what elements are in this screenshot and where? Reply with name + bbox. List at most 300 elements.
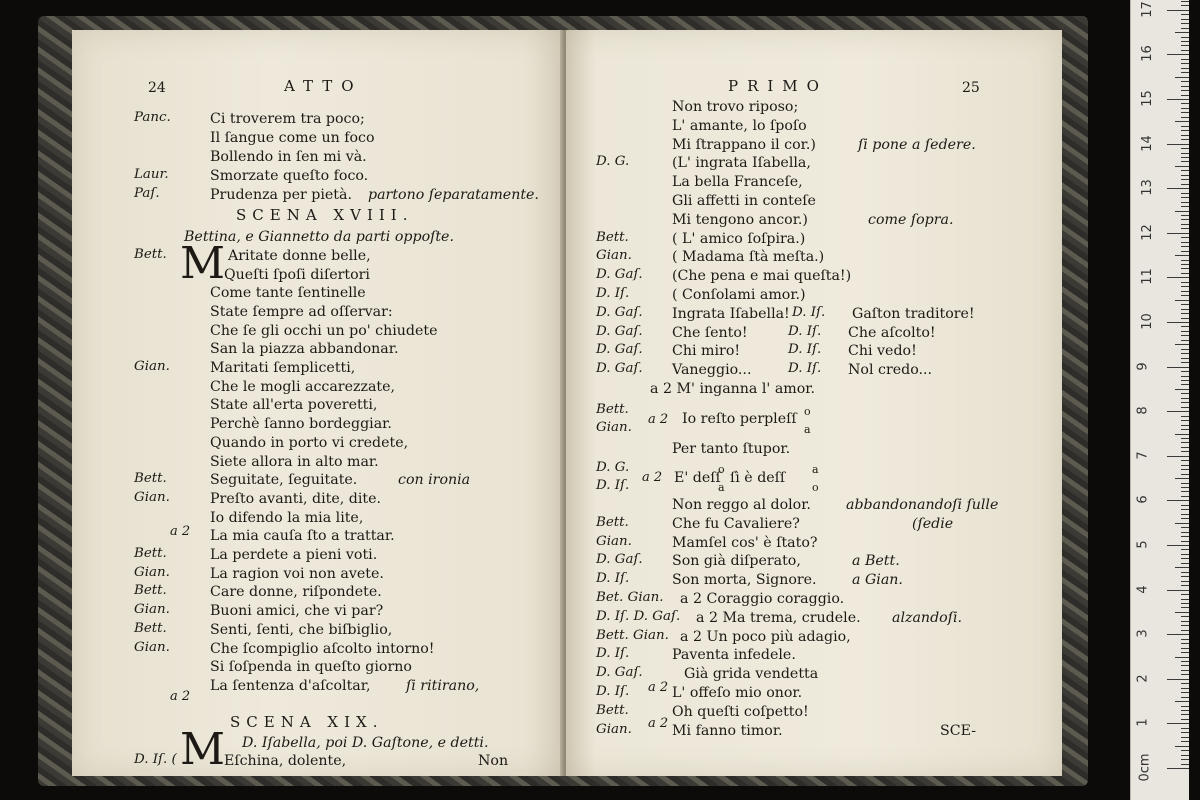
ruler-tick <box>1181 585 1189 586</box>
ruler-tick <box>1181 648 1189 649</box>
speaker-label: Panc. <box>134 110 171 125</box>
ruler-tick <box>1181 326 1189 327</box>
speaker-label: D. Iſ. ( <box>134 752 177 767</box>
ruler-tick <box>1181 429 1189 430</box>
ruler-tick <box>1181 81 1189 82</box>
ruler-tick <box>1181 331 1189 332</box>
speaker-label: Gian. <box>134 639 170 655</box>
verse-line: Mi ſtrappano il cor.) <box>672 136 816 153</box>
ruler-tick <box>1181 554 1189 555</box>
ruler-tick <box>1167 144 1189 145</box>
ruler-tick <box>1181 193 1189 194</box>
ruler-tick <box>1181 741 1189 742</box>
ruler-tick <box>1181 384 1189 385</box>
verse-line: Come tante ſentinelle <box>210 285 366 302</box>
verse-line: Che le mogli accarezzate, <box>210 378 396 395</box>
ruler-tick <box>1175 657 1189 658</box>
verse-line: Il ſangue come un foco <box>210 130 375 146</box>
ruler-tick <box>1181 242 1189 243</box>
verse-line: Che ſento! <box>672 324 748 341</box>
ruler-tick <box>1181 630 1189 631</box>
ruler-tick <box>1181 14 1189 15</box>
ruler-label: 1 <box>1135 718 1151 728</box>
ruler-tick <box>1181 425 1189 426</box>
verse-line: ( Conſolami amor.) <box>672 287 806 303</box>
ruler-tick <box>1181 603 1189 604</box>
stage-direction: alzandoſi. <box>892 609 962 626</box>
ruler-tick <box>1181 215 1189 216</box>
ruler-tick <box>1181 286 1189 287</box>
ruler-tick <box>1181 63 1189 64</box>
ruler-tick <box>1181 130 1189 131</box>
ruler-tick <box>1181 416 1189 417</box>
ruler-tick <box>1181 179 1189 180</box>
ruler-tick <box>1181 483 1189 484</box>
stage-direction: (ſedie <box>912 515 954 532</box>
a2-mark: a 2 <box>648 412 669 427</box>
ruler-tick <box>1167 456 1189 457</box>
ruler-label: 2 <box>1135 674 1151 683</box>
verse-line: Aritate donne belle, <box>228 248 371 264</box>
superscript-ending: o <box>804 405 811 418</box>
ruler-tick <box>1175 255 1189 256</box>
ruler-label: 13 <box>1139 179 1155 196</box>
ruler-tick <box>1181 45 1189 46</box>
ruler-tick <box>1181 318 1189 319</box>
speaker-label: Bett. <box>596 229 629 245</box>
ruler-tick <box>1181 607 1189 608</box>
ruler-tick <box>1181 688 1189 689</box>
ruler-tick <box>1181 643 1189 644</box>
ruler-tick <box>1181 487 1189 488</box>
verse-line: (L' ingrata Iſabella, <box>672 155 811 172</box>
subscript-ending: o <box>812 481 819 494</box>
ruler-tick <box>1181 353 1189 354</box>
speaker-label: D. Gaſ. <box>596 361 643 377</box>
verse-line: Si ſoſpenda in queſto giorno <box>210 659 412 676</box>
ruler-tick <box>1181 728 1189 729</box>
speaker-label: D. Iſ. D. Gaſ. <box>596 608 681 624</box>
ruler-tick <box>1175 701 1189 702</box>
ruler-tick <box>1181 362 1189 363</box>
ruler-label: 9 <box>1135 361 1151 371</box>
ruler-tick <box>1181 28 1189 29</box>
ruler-tick <box>1167 411 1189 412</box>
speaker-label: D. Gaſ. <box>596 552 643 568</box>
stage-direction: abbandonandoſi ſulle <box>846 497 999 513</box>
ruler-tick <box>1181 563 1189 564</box>
a2-mark: a 2 <box>648 680 669 695</box>
ruler-label: 17 <box>1139 1 1155 18</box>
speaker-label: D. Iſ. <box>788 342 822 358</box>
speaker-label: Bett. Gian. <box>596 627 669 643</box>
ruler-tick <box>1181 161 1189 162</box>
ruler-tick <box>1181 295 1189 296</box>
verse-line: Bollendo in ſen mi và. <box>210 149 367 165</box>
verse-line: Quando in porto vi credete, <box>210 434 409 451</box>
ruler-tick <box>1181 103 1189 104</box>
ruler-tick <box>1181 764 1189 765</box>
ruler-tick <box>1181 219 1189 220</box>
ruler-tick <box>1181 184 1189 185</box>
speaker-label: D. G. <box>596 154 630 170</box>
ruler-tick <box>1181 581 1189 582</box>
ruler-tick <box>1181 714 1189 715</box>
ruler-tick <box>1181 50 1189 51</box>
verse-line: State ſempre ad oſſervar: <box>210 303 393 320</box>
ruler-tick <box>1181 59 1189 60</box>
speaker-label: D. Iſ. <box>596 478 630 493</box>
speaker-label: D. Gaſ. <box>596 665 643 681</box>
verse-line: (Che pena e mai queſta!) <box>672 268 852 285</box>
ruler-tick <box>1181 652 1189 653</box>
ruler-tick <box>1181 260 1189 261</box>
ruler-tick <box>1181 246 1189 247</box>
speaker-label: D. Gaſ. <box>596 304 643 320</box>
ruler-tick <box>1181 5 1189 6</box>
ruler-tick <box>1175 211 1189 212</box>
ruler-tick <box>1181 616 1189 617</box>
ruler-tick <box>1181 674 1189 675</box>
a2-mark: a 2 <box>170 689 191 704</box>
ruler-tick <box>1175 166 1189 167</box>
verse-line: Ci troverem tra poco; <box>210 111 365 127</box>
ruler-tick <box>1181 349 1189 350</box>
ruler-tick <box>1181 72 1189 73</box>
speaker-label: Gian. <box>596 248 632 264</box>
ruler-label: 15 <box>1139 90 1155 107</box>
ruler-tick <box>1181 558 1189 559</box>
ruler-tick <box>1181 407 1189 408</box>
page-number: 24 <box>148 80 166 96</box>
ruler-tick <box>1167 768 1189 769</box>
ruler-tick <box>1181 527 1189 528</box>
ruler-tick <box>1181 251 1189 252</box>
speaker-label: Gian. <box>596 721 632 737</box>
speaker-label: D. Gaſ. <box>596 323 643 339</box>
ruler-tick <box>1181 491 1189 492</box>
ruler-tick <box>1181 335 1189 336</box>
speaker-label: D. Iſ. <box>596 571 630 587</box>
ruler-tick <box>1181 732 1189 733</box>
ruler-tick <box>1181 313 1189 314</box>
speaker-label: D. Iſ. <box>788 323 822 339</box>
ruler-label: 11 <box>1139 268 1155 286</box>
ruler-tick <box>1175 434 1189 435</box>
ruler-tick <box>1167 679 1189 680</box>
verse-line: La ſentenza d'aſcoltar, <box>210 677 371 694</box>
ruler-label: 4 <box>1135 584 1151 594</box>
ruler-tick <box>1181 683 1189 684</box>
a2-mark: a 2 <box>648 716 669 731</box>
verse-line: Chi vedo! <box>848 343 917 360</box>
scene-characters: D. Iſabella, poi D. Gaſtone, e detti. <box>242 735 489 751</box>
drop-cap: M <box>180 724 226 775</box>
ruler-tick <box>1181 460 1189 461</box>
ruler-tick <box>1175 523 1189 524</box>
speaker-label: Bett. <box>134 583 167 599</box>
scene-title: SCENA XIX. <box>230 713 384 731</box>
ruler-tick <box>1181 108 1189 109</box>
ruler-tick <box>1181 304 1189 305</box>
ruler-tick <box>1181 670 1189 671</box>
verse-line: Gaſton traditore! <box>852 305 975 322</box>
ruler-tick <box>1175 478 1189 479</box>
ruler-tick <box>1181 380 1189 381</box>
ruler-tick <box>1181 139 1189 140</box>
ruler-tick <box>1181 95 1189 96</box>
ruler-tick <box>1181 665 1189 666</box>
ruler-tick <box>1181 157 1189 158</box>
ruler-label: 16 <box>1139 45 1155 63</box>
ruler-tick <box>1181 23 1189 24</box>
verse-line: L' offeſo mio onor. <box>672 685 803 701</box>
stage-direction: ſi ritirano, <box>406 677 480 694</box>
verse-line: Io reſto perpleſſ <box>682 411 797 427</box>
ruler-tick <box>1181 719 1189 720</box>
verse-line: Eſchina, dolente, <box>224 753 347 769</box>
ruler-tick <box>1181 572 1189 573</box>
verse-line: Seguitate, ſeguitate. <box>210 472 358 489</box>
verse-line: Gli affetti in conteſe <box>672 193 816 209</box>
drop-cap: M <box>180 238 226 289</box>
ruler-tick <box>1181 692 1189 693</box>
scene-title: SCENA XVIII. <box>236 206 414 224</box>
ruler-tick <box>1181 228 1189 229</box>
stage-direction: ſi pone a ſedere. <box>858 136 976 153</box>
verse-line: Che fu Cavaliere? <box>672 515 800 532</box>
ruler-tick <box>1181 639 1189 640</box>
verse-line: Smorzate queſto foco. <box>210 168 369 184</box>
verse-line: ( L' amico ſoſpira.) <box>672 230 806 247</box>
ruler-tick <box>1181 117 1189 118</box>
speaker-label: Gian. <box>134 602 170 618</box>
verse-line: Nol credo... <box>848 362 933 379</box>
ruler-tick <box>1181 268 1189 269</box>
ruler-tick <box>1181 710 1189 711</box>
ruler-tick <box>1181 505 1189 506</box>
verse-line: Maritati ſemplicetti, <box>210 360 356 376</box>
ruler-tick <box>1181 541 1189 542</box>
ruler-tick <box>1181 549 1189 550</box>
verse-line: Io difendo la mia lite, <box>210 509 364 526</box>
ruler-tick <box>1181 90 1189 91</box>
speaker-label: D. Iſ. <box>596 646 630 662</box>
ruler-tick <box>1181 474 1189 475</box>
ruler-tick <box>1167 545 1189 546</box>
left-page <box>72 30 564 776</box>
speaker-label: Bett. <box>596 702 629 718</box>
ruler-tick <box>1167 500 1189 501</box>
scene-characters: Bettina, e Giannetto da parti oppoſte. <box>184 229 454 245</box>
ruler-tick <box>1181 148 1189 149</box>
ruler-tick <box>1181 599 1189 600</box>
ruler-tick <box>1167 233 1189 234</box>
ruler-tick <box>1181 518 1189 519</box>
speaker-label: Bett. <box>134 247 167 262</box>
ruler-tick <box>1181 126 1189 127</box>
ruler-tick <box>1181 1 1189 2</box>
ruler-tick <box>1175 612 1189 613</box>
verse-line: La mia cauſa ſto a trattar. <box>210 528 395 545</box>
speaker-label: Paſ. <box>134 186 160 201</box>
verse-line: Mi tengono ancor.) <box>672 211 808 228</box>
ruler-tick <box>1181 402 1189 403</box>
speaker-label: Laur. <box>134 167 169 182</box>
stage-direction: a Bett. <box>852 553 900 570</box>
speaker-label: Gian. <box>134 564 170 580</box>
speaker-label: Bett. <box>134 620 167 636</box>
verse-line: Vaneggio... <box>672 362 752 379</box>
ruler-label: 12 <box>1139 224 1155 241</box>
ruler-label: 7 <box>1135 451 1151 460</box>
ruler-label: 14 <box>1139 134 1155 152</box>
subscript-ending: a <box>804 423 811 436</box>
ruler-tick <box>1181 291 1189 292</box>
ruler-tick <box>1175 746 1189 747</box>
a2-mark: a 2 <box>642 470 663 485</box>
ruler-tick <box>1167 188 1189 189</box>
ruler-tick <box>1181 376 1189 377</box>
ruler-tick <box>1175 32 1189 33</box>
verse-line: Son morta, Signore. <box>672 572 817 589</box>
ruler-tick <box>1181 19 1189 20</box>
ruler-label: 0cm <box>1137 753 1153 782</box>
verse-line: Che ſe gli occhi un po' chiudete <box>210 322 438 339</box>
speaker-label: Bett. <box>596 402 629 417</box>
ruler-tick <box>1181 438 1189 439</box>
ruler-tick <box>1181 237 1189 238</box>
ruler-tick <box>1181 661 1189 662</box>
running-head: PRIMO <box>728 77 828 95</box>
ruler-tick <box>1167 277 1189 278</box>
ruler-label: 6 <box>1135 495 1151 505</box>
ruler-tick <box>1181 41 1189 42</box>
ruler-tick <box>1175 121 1189 122</box>
speaker-label: Bett. <box>134 471 167 487</box>
ruler-tick <box>1181 442 1189 443</box>
ruler-tick <box>1167 634 1189 635</box>
page-number: 25 <box>962 80 980 96</box>
ruler-tick <box>1181 532 1189 533</box>
ruler-tick <box>1181 594 1189 595</box>
verse-line: Per tanto ſtupor. <box>672 441 791 457</box>
ruler-tick <box>1167 723 1189 724</box>
ruler-tick <box>1181 514 1189 515</box>
ruler-tick <box>1175 344 1189 345</box>
verse-line: Che ſcompiglio aſcolto intorno! <box>210 640 435 657</box>
stage-direction: come ſopra. <box>868 211 954 228</box>
ruler-tick <box>1175 567 1189 568</box>
ruler-label: 5 <box>1135 540 1151 549</box>
ruler-tick <box>1181 202 1189 203</box>
ruler-tick <box>1181 737 1189 738</box>
ruler-tick <box>1175 300 1189 301</box>
superscript-ending: o <box>718 463 725 476</box>
speaker-label: D. Iſ. <box>792 304 826 320</box>
ruler-tick <box>1181 37 1189 38</box>
ruler-tick <box>1181 264 1189 265</box>
ruler-label: 3 <box>1135 629 1151 638</box>
verse-line: ſì è deſſ <box>730 470 786 486</box>
verse-line: Senti, ſenti, che biſbiglio, <box>210 621 393 638</box>
verse-line: Prudenza per pietà. <box>210 187 352 203</box>
speaker-label: D. Iſ. <box>596 286 630 301</box>
verse-line: Paventa infedele. <box>672 647 796 664</box>
ruler-tick <box>1167 322 1189 323</box>
speaker-label: Gian. <box>596 533 632 549</box>
speaker-label: Gian. <box>596 420 632 435</box>
stage-direction: partono ſeparatamente. <box>368 187 539 203</box>
stage-direction: con ironia <box>398 472 471 489</box>
verse-line: a 2 Coraggio coraggio. <box>680 591 845 607</box>
verse-line: Oh queſti coſpetto! <box>672 703 809 720</box>
verse-line: Chi miro! <box>672 343 741 360</box>
speaker-label: D. Iſ. <box>596 684 630 699</box>
verse-line: Che aſcolto! <box>848 324 936 341</box>
ruler-tick <box>1181 750 1189 751</box>
verse-line: Non reggo al dolor. <box>672 497 811 513</box>
verse-line: Siete allora in alto mar. <box>210 453 379 470</box>
ruler-tick <box>1181 170 1189 171</box>
right-page <box>566 30 1062 776</box>
ruler-tick <box>1167 54 1189 55</box>
verse-line: Ingrata Iſabella! <box>672 305 790 322</box>
ruler-tick <box>1181 282 1189 283</box>
subscript-ending: a <box>718 481 725 494</box>
ruler-tick <box>1181 469 1189 470</box>
ruler-tick <box>1181 536 1189 537</box>
speaker-label: D. G. <box>596 460 630 475</box>
ruler-tick <box>1181 175 1189 176</box>
ruler-tick <box>1167 590 1189 591</box>
ruler-tick <box>1181 393 1189 394</box>
verse-line: a 2 M' inganna l' amor. <box>650 381 816 397</box>
verse-line: La perdete a pieni voti. <box>210 547 378 563</box>
ruler-tick <box>1181 68 1189 69</box>
speaker-label: Bett. <box>596 514 629 530</box>
ruler-tick <box>1181 309 1189 310</box>
ruler-tick <box>1181 358 1189 359</box>
ruler-tick <box>1181 576 1189 577</box>
speaker-label: Bet. Gian. <box>596 590 664 605</box>
running-head: ATTO <box>284 77 363 95</box>
verse-line: E' deſſ <box>674 470 721 486</box>
ruler-tick <box>1181 755 1189 756</box>
ruler-tick <box>1181 197 1189 198</box>
verse-line: ( Madama ſtà meſta.) <box>672 249 825 266</box>
verse-line: Son già diſperato, <box>672 553 801 570</box>
speaker-label: Gian. <box>134 359 170 374</box>
verse-line: San la piazza abbandonar. <box>210 341 399 358</box>
a2-mark: a 2 <box>170 524 191 539</box>
ruler-tick <box>1175 77 1189 78</box>
measuring-ruler <box>1130 0 1189 800</box>
verse-line: a 2 Un poco più adagio, <box>680 628 851 645</box>
ruler-label: 10 <box>1139 313 1155 330</box>
ruler-tick <box>1181 496 1189 497</box>
ruler-tick <box>1181 697 1189 698</box>
ruler-tick <box>1181 153 1189 154</box>
verse-line: Mamſel cos' è ſtato? <box>672 534 818 551</box>
ruler-label: 8 <box>1135 406 1151 415</box>
verse-line: Queſti ſpoſi diſertori <box>224 266 370 283</box>
ruler-tick <box>1181 621 1189 622</box>
catchword: Non <box>478 753 509 769</box>
ruler-tick <box>1181 371 1189 372</box>
verse-line: L' amante, lo ſpoſo <box>672 117 807 134</box>
ruler-tick <box>1181 465 1189 466</box>
